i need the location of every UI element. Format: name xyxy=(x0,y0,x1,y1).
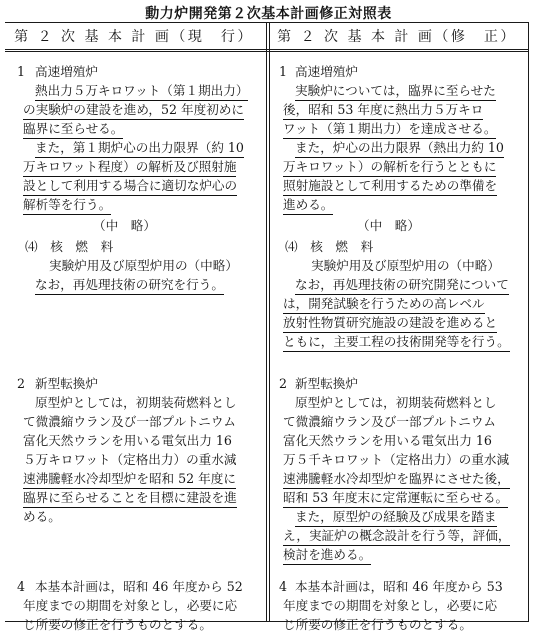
text-line: 速沸騰軽水冷却型炉を臨界にさせた後， xyxy=(283,471,510,489)
text-line: は，開発試験を行うための高レベル xyxy=(283,296,485,314)
omission-mark: （中 略） xyxy=(357,218,420,233)
text-line: 万５千キロワット（定格出力）の重水減 xyxy=(283,452,510,467)
text-line: 万キロワット程度）の解析及び照射施 xyxy=(23,159,236,177)
text-line: 設として利用する場合に適切な炉心の xyxy=(23,178,237,196)
text-line: また，第１期炉心の出力限界（約 10 xyxy=(35,140,244,158)
text-line: なお，再処理技術の研究開発について xyxy=(295,277,509,295)
text-line: 臨界に至らせることを目標に建設を進 xyxy=(23,490,237,508)
text-line: 富化天然ウランを用いる電気出力 16 xyxy=(23,433,232,448)
section-number: 1 xyxy=(279,64,288,79)
text-line: ５万キロワット（定格出力）の重水減 xyxy=(23,452,237,467)
section-number: 4 xyxy=(17,579,26,594)
text-line: 年度までの期間を対象とし，必要に応 xyxy=(283,598,498,613)
subsection-heading: ⑷ 核 燃 料 xyxy=(25,239,114,254)
text-line: 検討を進める。 xyxy=(283,547,371,565)
text-line: の実験炉の建設を進め，52 年度初めに xyxy=(23,102,244,120)
text-line: じ所要の修正を行うものとする。 xyxy=(23,617,212,632)
text-line: ともに，主要工程の技術開発等を行う。 xyxy=(283,334,510,352)
text-line: 放射性物質研究施設の建設を進めると xyxy=(283,315,497,333)
section-number: 2 xyxy=(17,376,26,391)
text-line: 昭和 53 年度末に定常運転に至らせる。 xyxy=(283,490,508,508)
text-line: え，実証炉の概念設計を行う等，評価， xyxy=(283,528,510,546)
text-line: 速沸騰軽水冷却型炉を昭和 52 年度に xyxy=(23,471,236,489)
subsection-heading: ⑷ 核 燃 料 xyxy=(285,239,374,254)
text-line: 原型炉としては，初期装荷燃料とし xyxy=(295,395,497,410)
text-line: て微濃縮ウラン及び一部プルトニウム xyxy=(23,414,236,429)
text-line: ワット（第１期出力）を達成させる。 xyxy=(283,121,496,139)
text-line: じ所要の修正を行うものとする。 xyxy=(283,617,472,632)
text-line: なお，再処理技術の研究を行う。 xyxy=(35,277,224,295)
text-line: 原型炉としては，初期装荷燃料とし xyxy=(35,395,237,410)
omission-mark: （中 略） xyxy=(93,218,156,233)
text-line: また，原型炉の経験及び成果を踏ま xyxy=(295,509,497,527)
text-line: 照射施設として利用するための準備を xyxy=(283,178,497,196)
text-line: また，炉心の出力限界（熱出力約 10 xyxy=(295,140,504,158)
text-line: 進める。 xyxy=(283,197,333,215)
section-number: 2 xyxy=(279,376,288,391)
text-line: 実験炉については，臨界に至らせた xyxy=(295,83,496,101)
text-line: て微濃縮ウラン及び一部プルトニウム xyxy=(283,414,496,429)
section-number: 1 xyxy=(17,64,26,79)
text-line: 本基本計画は，昭和 46 年度から 53 xyxy=(295,579,503,594)
column-divider xyxy=(266,23,270,621)
header-revised: 第 ２ 次 基 本 計 画（修 正） xyxy=(277,29,517,45)
text-line: 臨界に至らせる。 xyxy=(23,121,123,139)
section-heading: 新型転換炉 xyxy=(295,376,358,391)
header-current: 第 ２ 次 基 本 計 画（現 行） xyxy=(14,29,254,45)
comparison-table xyxy=(5,22,529,632)
text-line: める。 xyxy=(23,509,61,524)
text-line: 富化天然ウランを用いる電気出力 16 xyxy=(283,433,492,448)
document-title: 動力炉開発第２次基本計画修正対照表 xyxy=(145,6,392,22)
text-line: 熱出力５万キロワット（第１期出力） xyxy=(35,83,248,101)
section-heading: 高速増殖炉 xyxy=(35,64,98,79)
text-line: 後，昭和 53 年度に熱出力５万キロ xyxy=(283,102,483,120)
text-line: 実験炉用及び原型炉用の（中略） xyxy=(49,258,238,273)
section-number: 4 xyxy=(279,579,288,594)
section-heading: 高速増殖炉 xyxy=(295,64,358,79)
text-line: 解析等を行う。 xyxy=(23,197,111,215)
section-heading: 新型転換炉 xyxy=(35,376,98,391)
text-line: 年度までの期間を対象とし，必要に応 xyxy=(23,598,238,613)
text-line: 本基本計画は，昭和 46 年度から 52 xyxy=(35,579,243,594)
text-line: 万キロワット）の解析を行うとともに xyxy=(283,159,496,177)
text-line: 実験炉用及び原型炉用の（中略） xyxy=(311,258,500,273)
